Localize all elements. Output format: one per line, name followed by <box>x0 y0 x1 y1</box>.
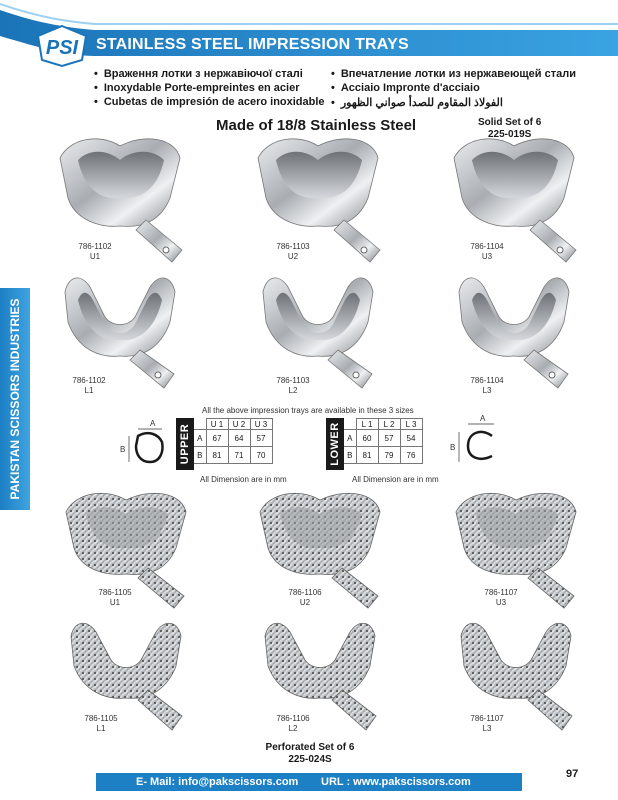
perforated-set-label: Perforated Set of 6 <box>265 742 355 753</box>
language-french: • Inoxydable Porte-empreintes en acier <box>94 82 300 94</box>
perforated-set-info <box>240 742 380 766</box>
svg-text:PSI: PSI <box>45 37 79 59</box>
footer-bar <box>96 773 522 791</box>
language-italian: • Acciaio Impronte d'acciaio <box>331 82 480 94</box>
tray-label: 786-1104 U3 <box>470 242 504 261</box>
tray-label: 786-1106 L2 <box>276 714 310 733</box>
tray-label: 786-1107 U3 <box>484 588 518 607</box>
language-russian: • Впечатление лотки из нержавеющей стали <box>331 68 576 80</box>
tray-label: 786-1103 U2 <box>276 242 310 261</box>
svg-text:A: A <box>480 414 486 423</box>
table-header: L 2 <box>378 419 400 430</box>
page-title: STAINLESS STEEL IMPRESSION TRAYS <box>96 36 409 53</box>
tray-label: 786-1106 U2 <box>288 588 322 607</box>
material-heading: Made of 18/8 Stainless Steel <box>216 117 417 134</box>
sizes-note: All the above impression trays are available in these 3 sizes <box>202 406 414 415</box>
footer-url[interactable]: URL : www.pakscissors.com <box>321 776 471 788</box>
svg-text:B: B <box>450 443 456 452</box>
tray-label: 786-1105 U1 <box>98 588 132 607</box>
tray-label: 786-1105 L1 <box>84 714 118 733</box>
footer-email[interactable]: E- Mail: info@pakscissors.com <box>136 776 299 788</box>
table-row: A 67 64 57 <box>194 430 272 447</box>
table-header: U 2 <box>228 419 250 430</box>
table-header: L 1 <box>356 419 378 430</box>
upper-tag: UPPER <box>176 418 194 470</box>
page-number: 97 <box>566 768 579 780</box>
header-band <box>0 0 618 66</box>
table-row: B 81 71 70 <box>194 447 272 464</box>
brand-logo <box>36 24 88 68</box>
tray-label: 786-1102 L1 <box>72 376 106 395</box>
tray-label: 786-1107 L3 <box>470 714 504 733</box>
table-row: B 81 79 76 <box>344 447 422 464</box>
unit-note-lower: All Dimension are in mm <box>352 475 439 484</box>
perforated-set-code: 225-024S <box>288 754 332 765</box>
tray-label: 786-1102 U1 <box>78 242 112 261</box>
lower-tag: LOWER <box>326 418 344 470</box>
solid-set-label: Solid Set of 6 <box>478 117 542 128</box>
svg-text:B: B <box>120 445 126 454</box>
header-swoosh <box>0 0 618 66</box>
lower-size-table <box>344 418 423 464</box>
tray-label: 786-1103 L2 <box>276 376 310 395</box>
language-ukrainian: • Враження лотки з нержавіючої сталі <box>94 68 303 80</box>
unit-note-upper: All Dimension are in mm <box>200 475 287 484</box>
language-spanish: • Cubetas de impresión de acero inoxidable <box>94 96 325 108</box>
table-header: L 3 <box>400 419 422 430</box>
solid-set-code: 225-019S <box>487 129 532 140</box>
upper-dimension-diagram <box>118 418 170 468</box>
language-arabic: • الفولاذ المقاوم للصدأ صواني الظهور <box>331 96 503 109</box>
lower-dimension-diagram <box>448 412 500 468</box>
table-row: A 60 57 54 <box>344 430 422 447</box>
table-header: U 1 <box>206 419 228 430</box>
tray-label: 786-1104 L3 <box>470 376 504 395</box>
upper-size-table <box>194 418 273 464</box>
svg-text:A: A <box>150 419 156 428</box>
side-banner-text: PAKISTAN SCISSORS INDUSTRIES <box>8 298 22 500</box>
table-header: U 3 <box>250 419 272 430</box>
